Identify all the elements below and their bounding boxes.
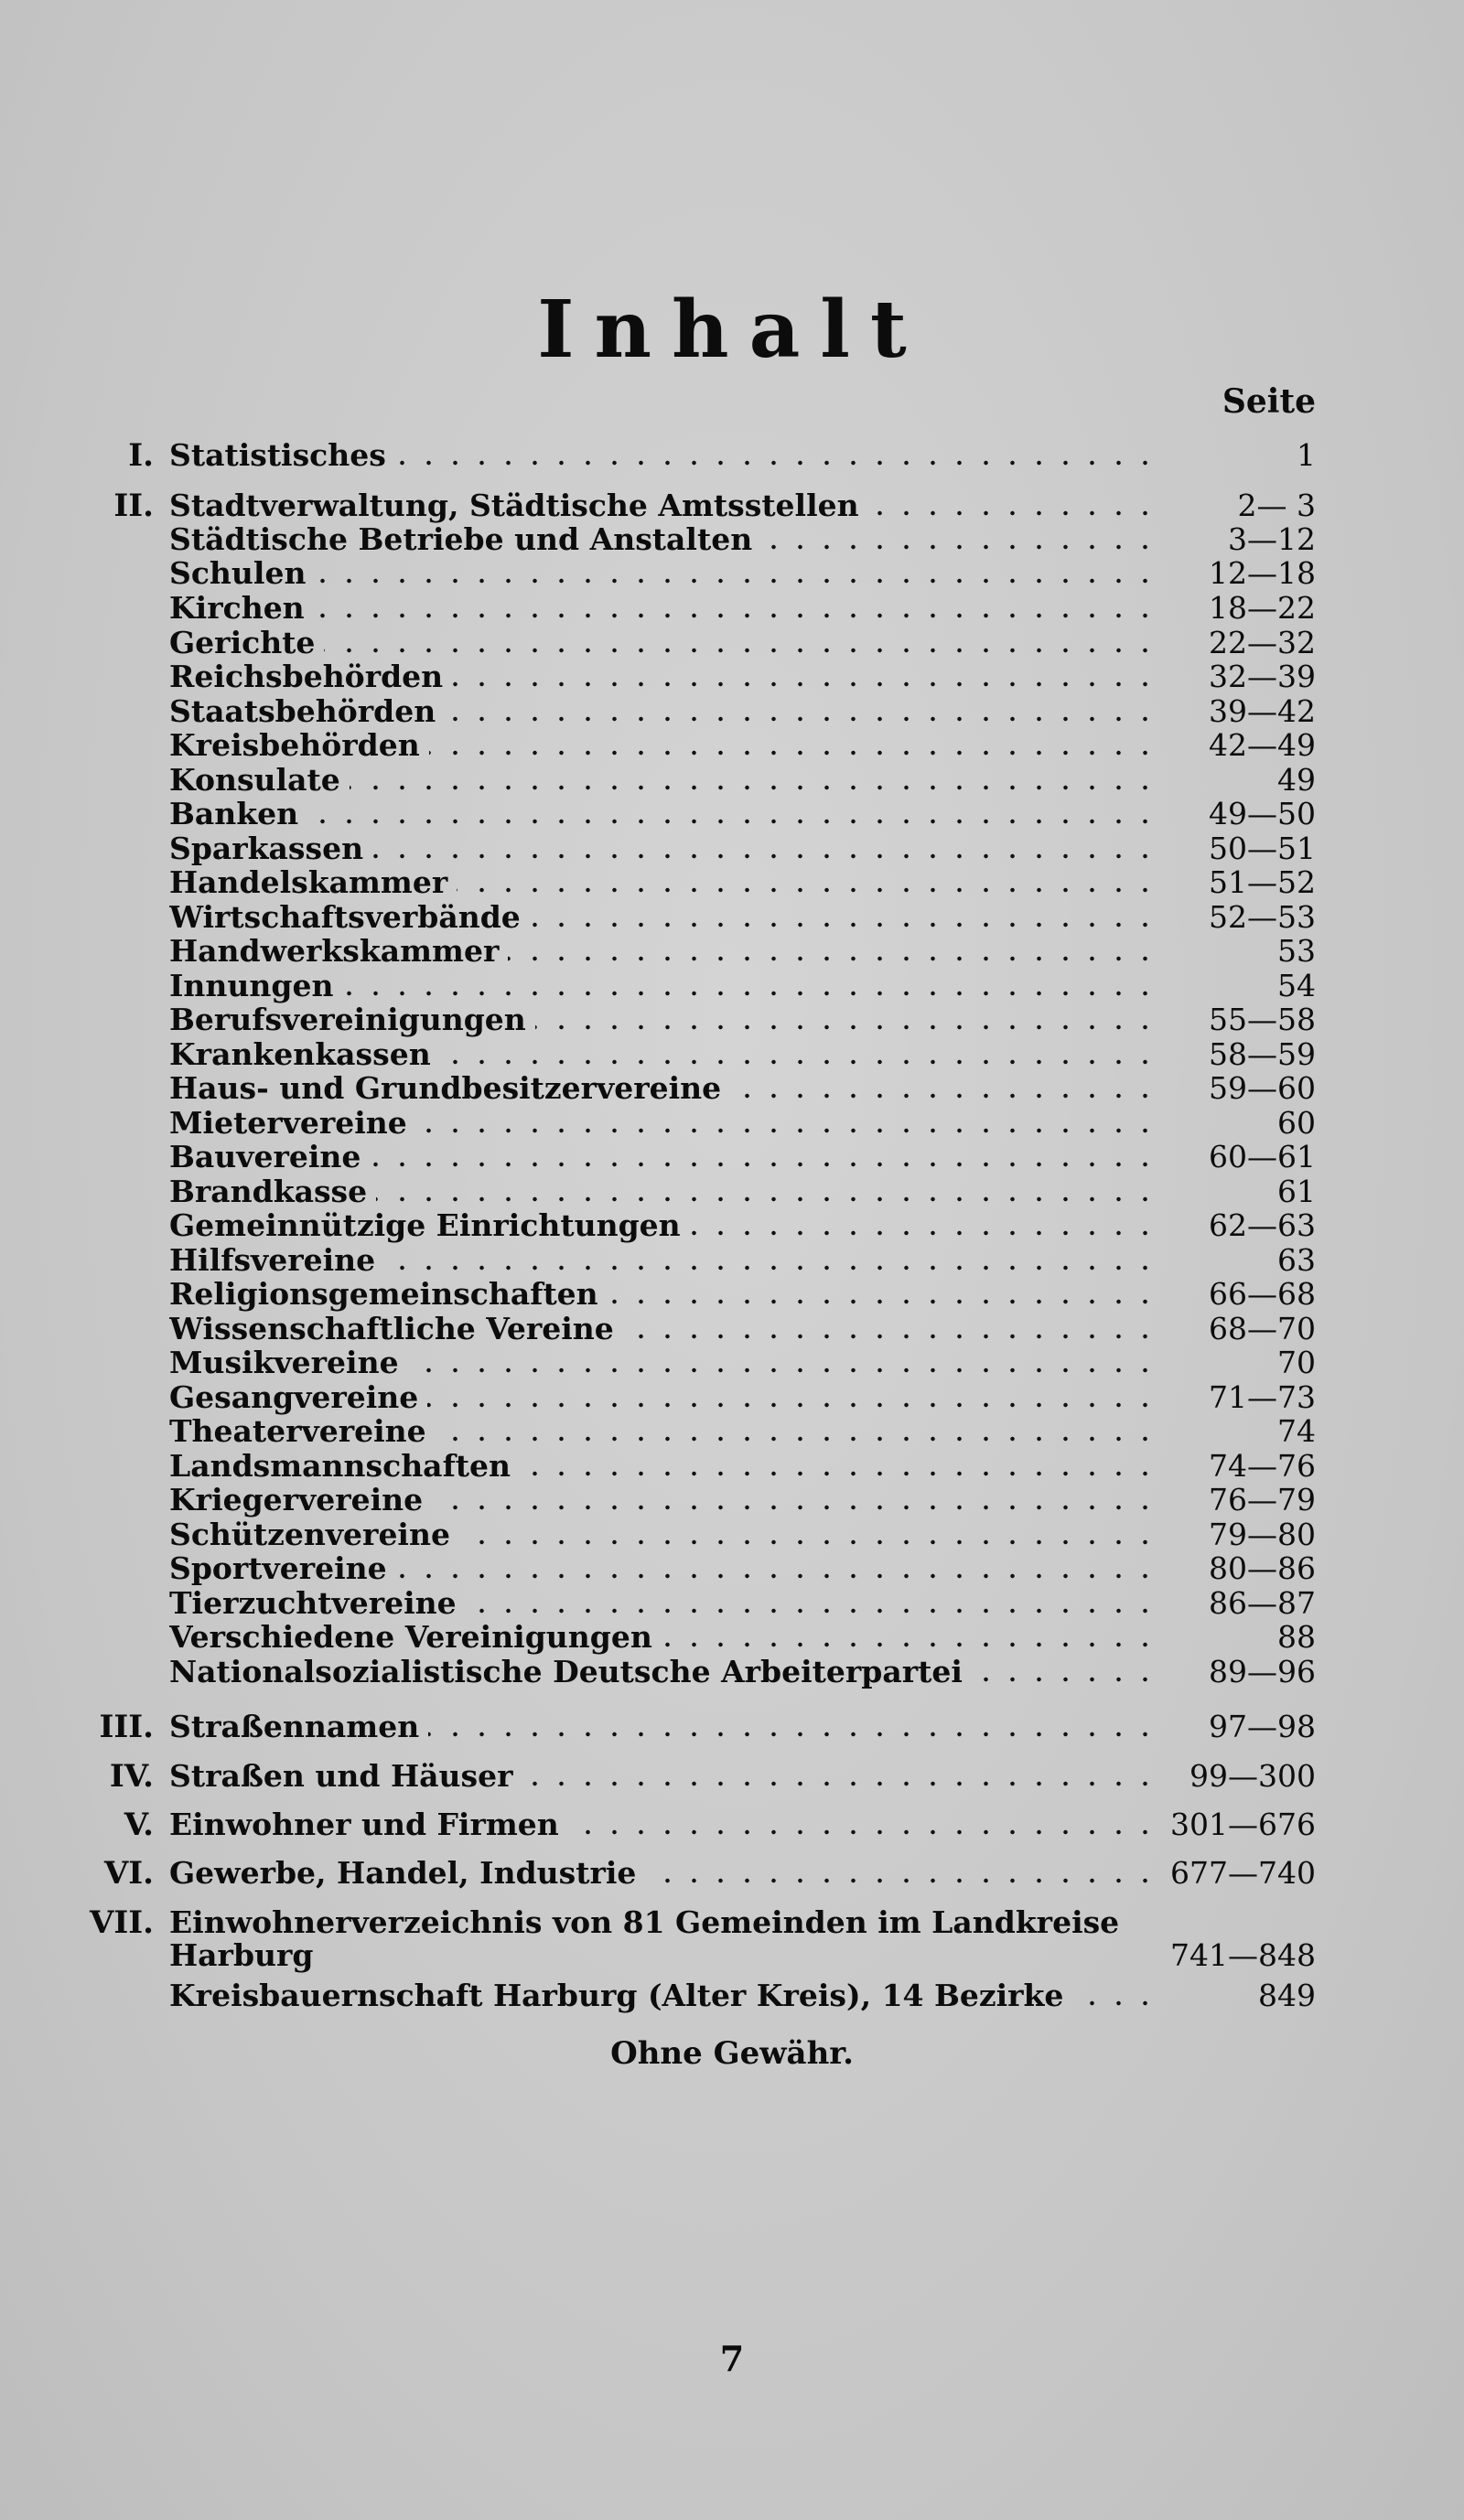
leader-dots	[350, 785, 1158, 790]
toc-entry-pages: 741—848	[1170, 1937, 1316, 1973]
disclaimer-note: Ohne Gewähr.	[610, 2035, 854, 2072]
toc-entry-pages: 32—39	[1209, 659, 1316, 694]
toc-entry	[0, 1413, 1464, 1450]
toc-entry	[0, 1070, 1464, 1107]
toc-entry-title: Schützenvereine	[169, 1517, 450, 1552]
toc-entry-label	[169, 659, 1162, 695]
leader-dots	[1072, 2000, 1158, 2006]
toc-entry-title: Nationalsozialistische Deutsche Arbeiterpartei	[169, 1654, 963, 1689]
toc-entry-label	[169, 1002, 1162, 1038]
toc-entry-title: Tierzuchtvereine	[169, 1585, 457, 1621]
toc-entry	[0, 1654, 1464, 1690]
toc-entry-pages: 76—79	[1209, 1482, 1316, 1517]
leader-dots	[342, 991, 1158, 996]
toc-entry	[0, 1550, 1464, 1587]
toc-entry-label	[169, 590, 1162, 627]
toc-entry	[0, 796, 1464, 832]
toc-entry	[0, 1585, 1464, 1622]
toc-entry	[0, 1311, 1464, 1347]
toc-entry-label	[169, 864, 1162, 901]
toc-entry-label	[169, 1978, 1162, 2014]
toc-entry-label	[169, 1654, 1162, 1690]
toc-entry-number: VII.	[89, 1904, 154, 1941]
toc-entry-title: Stadtverwaltung, Städtische Amtsstellen	[169, 488, 859, 523]
toc-entry	[0, 625, 1464, 661]
toc-entry-pages: 52—53	[1209, 899, 1316, 935]
toc-entry-title: Reichsbehörden	[169, 659, 444, 694]
toc-entry-label	[169, 1036, 1162, 1073]
leader-dots	[427, 1402, 1158, 1408]
toc-entry-label	[169, 968, 1162, 1004]
toc-entry-title: Kriegervereine	[169, 1482, 424, 1517]
toc-entry	[0, 1036, 1464, 1073]
toc-entry-pages: 58—59	[1209, 1036, 1316, 1072]
toc-entry-label	[169, 727, 1162, 764]
toc-entry	[0, 968, 1464, 1004]
toc-entry-pages: 60—61	[1209, 1139, 1316, 1174]
toc-entry	[0, 555, 1464, 592]
toc-entry	[0, 1619, 1464, 1656]
toc-entry-pages: 51—52	[1209, 864, 1316, 900]
toc-entry-title: Straßen und Häuser	[169, 1758, 513, 1794]
toc-entry-label	[169, 1807, 1162, 1843]
toc-entry-label	[169, 1448, 1162, 1485]
toc-entry	[0, 1002, 1464, 1038]
toc-entry-title: Theatervereine	[169, 1413, 426, 1449]
leader-dots	[568, 1829, 1158, 1835]
page-column-header: Seite	[1222, 382, 1316, 421]
toc-entry-label	[169, 933, 1162, 970]
toc-entry	[0, 1978, 1464, 2014]
leader-dots	[428, 1732, 1158, 1737]
toc-entry-label	[169, 1070, 1162, 1107]
leader-dots	[440, 1059, 1158, 1065]
toc-entry-number: VI.	[103, 1855, 154, 1892]
toc-entry-title: Gerichte	[169, 625, 316, 660]
toc-entry	[0, 864, 1464, 901]
toc-entry-label	[169, 1482, 1162, 1518]
toc-entry-pages: 49	[1277, 762, 1316, 798]
toc-entry	[0, 1904, 1464, 1941]
leader-dots	[372, 853, 1158, 859]
leader-dots	[445, 716, 1158, 722]
toc-entry-pages: 66—68	[1209, 1276, 1316, 1312]
toc-entry-number: V.	[124, 1807, 154, 1843]
toc-entry-pages: 86—87	[1209, 1585, 1316, 1621]
toc-entry	[0, 762, 1464, 799]
toc-entry	[0, 1709, 1464, 1745]
toc-entry-pages: 55—58	[1209, 1002, 1316, 1037]
toc-entry-title: Harburg	[169, 1937, 314, 1973]
toc-entry-label	[169, 1709, 1162, 1745]
leader-dots	[459, 1539, 1158, 1545]
toc-entry-pages: 677—740	[1170, 1855, 1316, 1891]
toc-entry-number: III.	[99, 1709, 154, 1745]
toc-entry-pages: 1	[1297, 437, 1316, 473]
toc-entry-title: Krankenkassen	[169, 1036, 431, 1072]
toc-entry-title: Innungen	[169, 968, 334, 1003]
toc-entry	[0, 1517, 1464, 1553]
toc-entry-label	[169, 1758, 1162, 1795]
toc-entry	[0, 437, 1464, 474]
toc-entry-title: Wirtschaftsverbände	[169, 899, 521, 935]
leader-dots	[436, 1436, 1158, 1442]
toc-entry-label	[169, 1311, 1162, 1347]
toc-entry-pages: 99—300	[1190, 1758, 1316, 1794]
toc-entry-title: Gemeinnützige Einrichtungen	[169, 1207, 681, 1243]
leader-dots	[429, 750, 1158, 756]
toc-entry-title: Bauvereine	[169, 1139, 361, 1174]
leader-dots	[370, 1162, 1158, 1167]
toc-entry	[0, 1174, 1464, 1210]
toc-entry	[0, 1379, 1464, 1416]
toc-entry-pages: 71—73	[1209, 1379, 1316, 1415]
toc-entry-title: Einwohnerverzeichnis von 81 Gemeinden im Landkreise	[169, 1904, 1120, 1940]
toc-entry-label	[169, 1937, 1162, 1974]
leader-dots	[608, 1299, 1158, 1304]
toc-entry-pages: 301—676	[1170, 1807, 1316, 1842]
toc-entry-number: IV.	[109, 1758, 154, 1795]
toc-entry-label	[169, 1413, 1162, 1450]
toc-entry-title: Musikvereine	[169, 1345, 399, 1380]
leader-dots	[522, 1781, 1158, 1786]
toc-entry-pages: 849	[1258, 1978, 1316, 2013]
toc-entry-title: Landsmannschaften	[169, 1448, 511, 1484]
toc-entry	[0, 1345, 1464, 1381]
toc-entry	[0, 1855, 1464, 1892]
toc-entry-title: Wissenschaftliche Vereine	[169, 1311, 614, 1346]
toc-entry-pages: 54	[1277, 968, 1316, 1003]
toc-entry-label	[169, 1619, 1162, 1656]
toc-entry-pages: 42—49	[1209, 727, 1316, 763]
toc-entry-label	[169, 437, 1162, 474]
toc-entry-number: II.	[113, 488, 154, 524]
page-number: 7	[719, 2338, 745, 2379]
toc-entry-title: Handwerkskammer	[169, 933, 500, 969]
toc-entry-label	[169, 1276, 1162, 1313]
toc-entry	[0, 1807, 1464, 1843]
leader-dots	[623, 1334, 1158, 1339]
toc-entry-pages: 2— 3	[1237, 488, 1316, 523]
toc-entry-title: Sparkassen	[169, 831, 364, 866]
toc-entry-pages: 61	[1277, 1174, 1316, 1209]
toc-entry	[0, 727, 1464, 764]
toc-entry-label	[169, 1139, 1162, 1175]
toc-entry	[0, 1139, 1464, 1175]
toc-entry-title: Kreisbauernschaft Harburg (Alter Kreis), 14 Bezirke	[169, 1978, 1064, 2013]
toc-entry-label	[169, 1242, 1162, 1279]
toc-entry-pages: 97—98	[1209, 1709, 1316, 1744]
toc-entry-title: Einwohner und Firmen	[169, 1807, 559, 1842]
leader-dots	[530, 922, 1158, 928]
toc-entry-pages: 63	[1277, 1242, 1316, 1278]
toc-entry-label	[169, 1105, 1162, 1142]
page-title: Inhalt	[537, 284, 927, 376]
toc-entry-pages: 80—86	[1209, 1550, 1316, 1586]
leader-dots	[384, 1265, 1158, 1271]
toc-entry	[0, 1758, 1464, 1795]
toc-entry-pages: 59—60	[1209, 1070, 1316, 1106]
leader-dots	[416, 1128, 1158, 1133]
toc-entry	[0, 693, 1464, 730]
toc-entry-pages: 53	[1277, 933, 1316, 969]
toc-entry-pages: 49—50	[1209, 796, 1316, 831]
toc-entry	[0, 488, 1464, 524]
toc-entry	[0, 1448, 1464, 1485]
toc-entry-title: Gewerbe, Handel, Industrie	[169, 1855, 637, 1891]
toc-entry-label	[169, 1904, 1162, 1941]
toc-entry-title: Handelskammer	[169, 864, 448, 900]
toc-entry-title: Haus- und Grundbesitzervereine	[169, 1070, 722, 1106]
toc-entry-label	[169, 1345, 1162, 1381]
toc-entry-label	[169, 831, 1162, 867]
leader-dots	[315, 578, 1158, 584]
toc-entry-title: Brandkasse	[169, 1174, 368, 1209]
toc-entry	[0, 659, 1464, 695]
toc-entry-label	[169, 521, 1162, 558]
toc-entry-label	[169, 625, 1162, 661]
toc-entry	[0, 1105, 1464, 1142]
leader-dots	[508, 956, 1158, 961]
toc-entry-pages: 70	[1277, 1345, 1316, 1380]
toc-entry-title: Verschiedene Vereinigungen	[169, 1619, 652, 1655]
leader-dots	[324, 648, 1158, 653]
toc-entry-label	[169, 1855, 1162, 1892]
toc-entry-pages: 79—80	[1209, 1517, 1316, 1552]
toc-entry	[0, 1242, 1464, 1279]
leader-dots	[535, 1024, 1158, 1030]
toc-entry-pages: 62—63	[1209, 1207, 1316, 1243]
toc-entry-title: Hilfsvereine	[169, 1242, 376, 1278]
toc-entry-title: Kirchen	[169, 590, 305, 626]
leader-dots	[466, 1608, 1158, 1614]
leader-dots	[452, 681, 1158, 687]
leader-dots	[376, 1196, 1158, 1202]
leader-dots	[868, 510, 1158, 516]
toc-entry-label	[169, 1585, 1162, 1622]
toc-entry-label	[169, 488, 1162, 524]
toc-entry-pages: 3—12	[1228, 521, 1316, 557]
toc-entry-label	[169, 762, 1162, 799]
toc-entry	[0, 933, 1464, 970]
toc-entry-pages: 74	[1277, 1413, 1316, 1449]
toc-entry-title: Statistisches	[169, 437, 386, 473]
leader-dots	[761, 544, 1158, 550]
toc-entry-label	[169, 555, 1162, 592]
toc-entry-label	[169, 1379, 1162, 1416]
toc-entry	[0, 1482, 1464, 1518]
toc-entry-label	[169, 796, 1162, 832]
leader-dots	[690, 1230, 1158, 1236]
toc-entry-pages: 89—96	[1209, 1654, 1316, 1689]
toc-entry-title: Banken	[169, 796, 299, 831]
toc-entry-pages: 12—18	[1209, 555, 1316, 591]
toc-entry-pages: 60	[1277, 1105, 1316, 1141]
toc-entry-title: Religionsgemeinschaften	[169, 1276, 598, 1312]
leader-dots	[457, 887, 1158, 893]
toc-entry-number: I.	[128, 437, 154, 474]
leader-dots	[972, 1677, 1158, 1682]
toc-entry-title: Straßennamen	[169, 1709, 420, 1744]
leader-dots	[395, 460, 1158, 466]
toc-entry	[0, 1276, 1464, 1313]
toc-entry-label	[169, 1207, 1162, 1244]
toc-entry-title: Staatsbehörden	[169, 693, 436, 729]
toc-entry-label	[169, 693, 1162, 730]
toc-entry	[0, 521, 1464, 558]
toc-entry-label	[169, 1517, 1162, 1553]
toc-entry-label	[169, 1550, 1162, 1587]
toc-entry-pages: 88	[1277, 1619, 1316, 1655]
leader-dots	[307, 819, 1158, 824]
toc-entry	[0, 899, 1464, 936]
leader-dots	[730, 1093, 1158, 1099]
toc-entry-pages: 68—70	[1209, 1311, 1316, 1346]
toc-entry-title: Mietervereine	[169, 1105, 407, 1141]
toc-entry-pages: 39—42	[1209, 693, 1316, 729]
toc-entry-label	[169, 1174, 1162, 1210]
toc-entry-label	[169, 899, 1162, 936]
toc-entry-title: Kreisbehörden	[169, 727, 420, 763]
toc-entry	[0, 1207, 1464, 1244]
toc-entry-pages: 22—32	[1209, 625, 1316, 660]
leader-dots	[662, 1642, 1158, 1647]
toc-entry-title: Konsulate	[169, 762, 340, 798]
leader-dots	[432, 1505, 1158, 1510]
toc-entry	[0, 831, 1464, 867]
leader-dots	[396, 1573, 1158, 1579]
toc-entry-pages: 18—22	[1209, 590, 1316, 626]
toc-entry-pages: 74—76	[1209, 1448, 1316, 1484]
leader-dots	[408, 1367, 1158, 1373]
leader-dots	[645, 1878, 1158, 1883]
toc-entry	[0, 590, 1464, 627]
toc-entry-title: Sportvereine	[169, 1550, 387, 1586]
toc-entry-title: Gesangvereine	[169, 1379, 419, 1415]
toc-entry	[0, 1937, 1464, 1974]
leader-dots	[314, 613, 1158, 618]
toc-entry-pages: 50—51	[1209, 831, 1316, 866]
toc-entry-title: Schulen	[169, 555, 307, 591]
toc-entry-title: Berufsvereinigungen	[169, 1002, 526, 1037]
toc-entry-title: Städtische Betriebe und Anstalten	[169, 521, 753, 557]
leader-dots	[520, 1471, 1158, 1476]
